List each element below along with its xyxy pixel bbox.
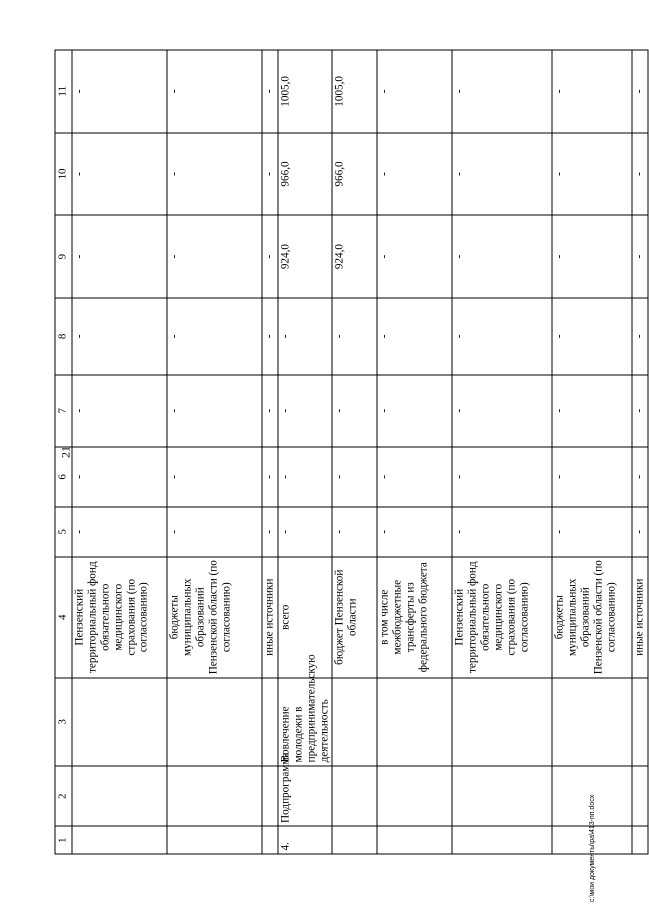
- value-cell: -: [552, 133, 632, 216]
- value-cell: -: [452, 375, 552, 447]
- value-cell: 1005,0: [278, 50, 333, 133]
- value-cell: -: [262, 50, 278, 133]
- header-cell: 4: [55, 557, 72, 678]
- value-cell: 924,0: [278, 215, 333, 298]
- header-cell: 2: [55, 766, 72, 827]
- value-cell: -: [452, 133, 552, 216]
- page-number: 21: [58, 446, 73, 458]
- value-cell: -: [377, 50, 452, 133]
- value-cell: -: [72, 50, 167, 133]
- value-cell: -: [262, 215, 278, 298]
- cell-col-3: Вовлечение молодежи в предпринимательскую деятельность: [278, 678, 333, 766]
- cell-col-3: [377, 678, 452, 766]
- value-cell: -: [72, 215, 167, 298]
- value-cell: -: [377, 215, 452, 298]
- cell-col-1: [377, 826, 452, 854]
- cell-col-4: иные источники: [632, 557, 648, 678]
- value-cell: -: [167, 215, 262, 298]
- table-row: [332, 50, 377, 854]
- cell-col-3: [452, 678, 552, 766]
- header-cell: 10: [55, 133, 72, 216]
- value-cell: -: [72, 507, 167, 557]
- value-cell: -: [452, 215, 552, 298]
- value-cell: 1005,0: [332, 50, 377, 133]
- table-row: [552, 50, 632, 854]
- table-row: [452, 50, 552, 854]
- footer-file-path: с:\мои документы\ра\413-пп.docx: [589, 794, 596, 902]
- value-cell: -: [332, 507, 377, 557]
- value-cell: -: [552, 215, 632, 298]
- value-cell: -: [452, 50, 552, 133]
- value-cell: -: [278, 298, 333, 375]
- value-cell: -: [167, 133, 262, 216]
- value-cell: -: [552, 507, 632, 557]
- table-row: [167, 50, 262, 854]
- value-cell: -: [72, 447, 167, 508]
- value-cell: -: [167, 298, 262, 375]
- budget-table: [55, 50, 649, 855]
- value-cell: -: [552, 447, 632, 508]
- value-cell: -: [377, 133, 452, 216]
- value-cell: -: [167, 447, 262, 508]
- cell-col-1: [332, 826, 377, 854]
- cell-col-1: [72, 826, 167, 854]
- value-cell: -: [377, 375, 452, 447]
- cell-col-2: [632, 766, 648, 827]
- cell-col-4: бюджеты муниципальных образований Пензенской области (по согласованию): [552, 557, 632, 678]
- value-cell: -: [332, 447, 377, 508]
- value-cell: -: [452, 507, 552, 557]
- value-cell: -: [632, 507, 648, 557]
- value-cell: -: [278, 375, 333, 447]
- value-cell: -: [552, 375, 632, 447]
- cell-col-4: иные источники: [262, 557, 278, 678]
- value-cell: -: [377, 507, 452, 557]
- value-cell: -: [452, 447, 552, 508]
- value-cell: -: [262, 375, 278, 447]
- header-cell: 9: [55, 215, 72, 298]
- value-cell: -: [452, 298, 552, 375]
- table-row: [72, 50, 167, 854]
- cell-col-3: [72, 678, 167, 766]
- cell-col-1: [262, 826, 278, 854]
- value-cell: -: [632, 298, 648, 375]
- value-cell: -: [377, 298, 452, 375]
- cell-col-2: Подпрограмма: [278, 766, 333, 827]
- value-cell: -: [632, 50, 648, 133]
- value-cell: -: [278, 507, 333, 557]
- value-cell: -: [167, 507, 262, 557]
- value-cell: -: [72, 133, 167, 216]
- value-cell: -: [552, 50, 632, 133]
- cell-col-4: Пензенский территориальный фонд обязательного медицинского страхования (по согласованию): [452, 557, 552, 678]
- value-cell: -: [72, 375, 167, 447]
- cell-col-4: в том числе межбюджетные трансферты из федерального бюджета: [377, 557, 452, 678]
- header-cell: 11: [55, 50, 72, 133]
- value-cell: -: [72, 298, 167, 375]
- table-row: [278, 50, 333, 854]
- value-cell: -: [552, 298, 632, 375]
- header-cell: 7: [55, 375, 72, 447]
- cell-col-2: [377, 766, 452, 827]
- value-cell: -: [262, 298, 278, 375]
- value-cell: 924,0: [332, 215, 377, 298]
- header-row: [55, 50, 72, 854]
- cell-col-3: [632, 678, 648, 766]
- header-cell: 6: [55, 447, 72, 508]
- value-cell: -: [632, 375, 648, 447]
- value-cell: -: [377, 447, 452, 508]
- header-cell: 1: [55, 826, 72, 854]
- value-cell: 966,0: [278, 133, 333, 216]
- value-cell: -: [262, 447, 278, 508]
- cell-col-4: бюджет Пензенской области: [332, 557, 377, 678]
- cell-col-3: [332, 678, 377, 766]
- cell-col-4: всего: [278, 557, 333, 678]
- value-cell: 966,0: [332, 133, 377, 216]
- value-cell: -: [262, 133, 278, 216]
- table-row: [632, 50, 648, 854]
- header-cell: 8: [55, 298, 72, 375]
- value-cell: -: [278, 447, 333, 508]
- value-cell: -: [632, 215, 648, 298]
- cell-col-3: [167, 678, 262, 766]
- cell-col-3: [262, 678, 278, 766]
- value-cell: -: [632, 447, 648, 508]
- table-row: [262, 50, 278, 854]
- cell-col-4: Пензенский территориальный фонд обязательного медицинского страхования (по согласованию): [72, 557, 167, 678]
- cell-col-1: [452, 826, 552, 854]
- cell-col-2: [332, 766, 377, 827]
- value-cell: -: [332, 298, 377, 375]
- cell-col-1: [632, 826, 648, 854]
- cell-col-2: [452, 766, 552, 827]
- cell-col-1: [167, 826, 262, 854]
- cell-col-1: 4.: [278, 826, 333, 854]
- value-cell: -: [332, 375, 377, 447]
- header-cell: 5: [55, 507, 72, 557]
- table-row: [377, 50, 452, 854]
- cell-col-3: [552, 678, 632, 766]
- value-cell: -: [262, 507, 278, 557]
- cell-col-4: бюджеты муниципальных образований Пензенской области (по согласованию): [167, 557, 262, 678]
- value-cell: -: [167, 50, 262, 133]
- value-cell: -: [632, 133, 648, 216]
- cell-col-2: [72, 766, 167, 827]
- header-cell: 3: [55, 678, 72, 766]
- value-cell: -: [167, 375, 262, 447]
- cell-col-2: [167, 766, 262, 827]
- cell-col-2: [262, 766, 278, 827]
